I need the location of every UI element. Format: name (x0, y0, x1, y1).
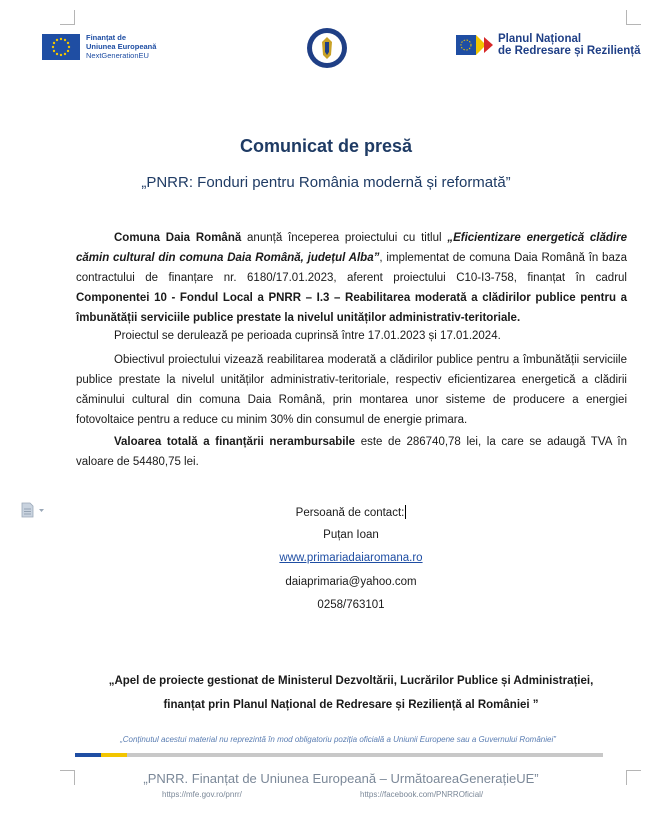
p1-text-b: , implementat de comuna Daia Română în baza contractului de finanțare nr. 6180/17.01.2023, aferent proiectului C10-I3-758, finanțat în cadrul (76, 252, 627, 284)
paragraph-period (76, 326, 627, 346)
crop-mark-top-right (626, 10, 641, 25)
p1-commune: Comuna Daia Română (114, 232, 242, 244)
pnrr-flag-icon (456, 33, 494, 57)
romanian-government-logo (306, 27, 348, 69)
pnrr-logo (456, 33, 641, 57)
contact-website-line (0, 552, 652, 564)
paragraph-announcement (76, 228, 627, 328)
eu-funding-logo (42, 33, 156, 60)
paragraph-objective (76, 350, 627, 430)
call-line-1: „Apel de proiecte gestionat de Ministerul Dezvoltării, Lucrărilor Publice și Administrației, (108, 675, 594, 687)
page-title: Comunicat de presă (239, 136, 413, 156)
footer-title: „PNRR. Finanțat de Uniunea Europeană – UrmătoareaGenerațieUE” (143, 771, 539, 786)
footer-url-facebook[interactable]: https://facebook.com/PNRROficial/ (360, 790, 484, 799)
p4-label: Valoarea totală a finanțării nerambursabile (114, 436, 356, 448)
call-line-2: finanțat prin Planul Național de Redresare și Reziliență al României ” (163, 699, 539, 711)
contact-name: Puțan Ioan (323, 529, 379, 541)
contact-label-line (0, 505, 652, 519)
footer-bar (75, 753, 603, 757)
p2-text: Proiectul se derulează pe perioada cuprinsă între 17.01.2023 și 17.01.2024. (114, 330, 501, 342)
footer-disclaimer: „Conținutul acestui material nu reprezintă în mod obligatoriu poziția oficială a Uniunii Europene sau a Guvernului României” (120, 735, 556, 744)
pnrr-logo-text (498, 33, 641, 57)
eu-line-1: Finanțat de (86, 33, 127, 42)
eu-line-2: Uniunea Europeană (86, 42, 157, 51)
p1-text-a: anunță începerea proiectului cu titlul (241, 232, 448, 244)
contact-email: daiaprimaria@yahoo.com (285, 576, 417, 588)
p4-text: este de 286740,78 lei, la care se adaugă TVA în valoare de 54480,75 lei. (76, 436, 627, 468)
p1-project-title: „Eficientizare energetică clădire cămin cultural din comuna Daia Română, județul Alba” (76, 232, 627, 264)
contact-phone: 0258/763101 (317, 599, 385, 611)
footer-bar-yellow (101, 753, 127, 757)
contact-website-link[interactable]: www.primariadaiaromana.ro (279, 552, 423, 564)
eu-logo-text (86, 33, 156, 60)
pnrr-line-1: Planul Național (498, 33, 582, 45)
paragraph-value (76, 432, 627, 472)
crop-mark-top-left (60, 10, 75, 25)
p3-text: Obiectivul proiectului vizează reabilitarea moderată a clădirilor publice pentru a îmbunătății serviciile publice prestate la nivelul unităților administrativ-teritoriale, respectiv eficientizarea energetică a clădirii căminului cultural din comuna Daia Română, prin montarea unor sisteme de producere a energiei fotovoltaice pentru a reduce cu minim 30% din consumul de energie primara. (76, 354, 627, 426)
eu-flag-icon (42, 34, 80, 60)
p1-component: Componentei 10 - Fondul Local a PNRR – I.3 – Reabilitarea moderată a clădirilor publice pentru a îmbunătății serviciile publice prestate la nivelul unităților administrativ-teritoriale. (76, 292, 627, 324)
pnrr-line-2: de Redresare și Reziliență (498, 45, 641, 57)
text-cursor (405, 505, 406, 519)
contact-label: Persoană de contact: (295, 507, 405, 519)
eu-line-3: NextGenerationEU (86, 51, 149, 60)
footer-url-mfe[interactable]: https://mfe.gov.ro/pnrr/ (162, 790, 242, 799)
page-subtitle: „PNRR: Fonduri pentru România modernă și reformată” (141, 174, 511, 191)
footer-bar-blue (75, 753, 101, 757)
